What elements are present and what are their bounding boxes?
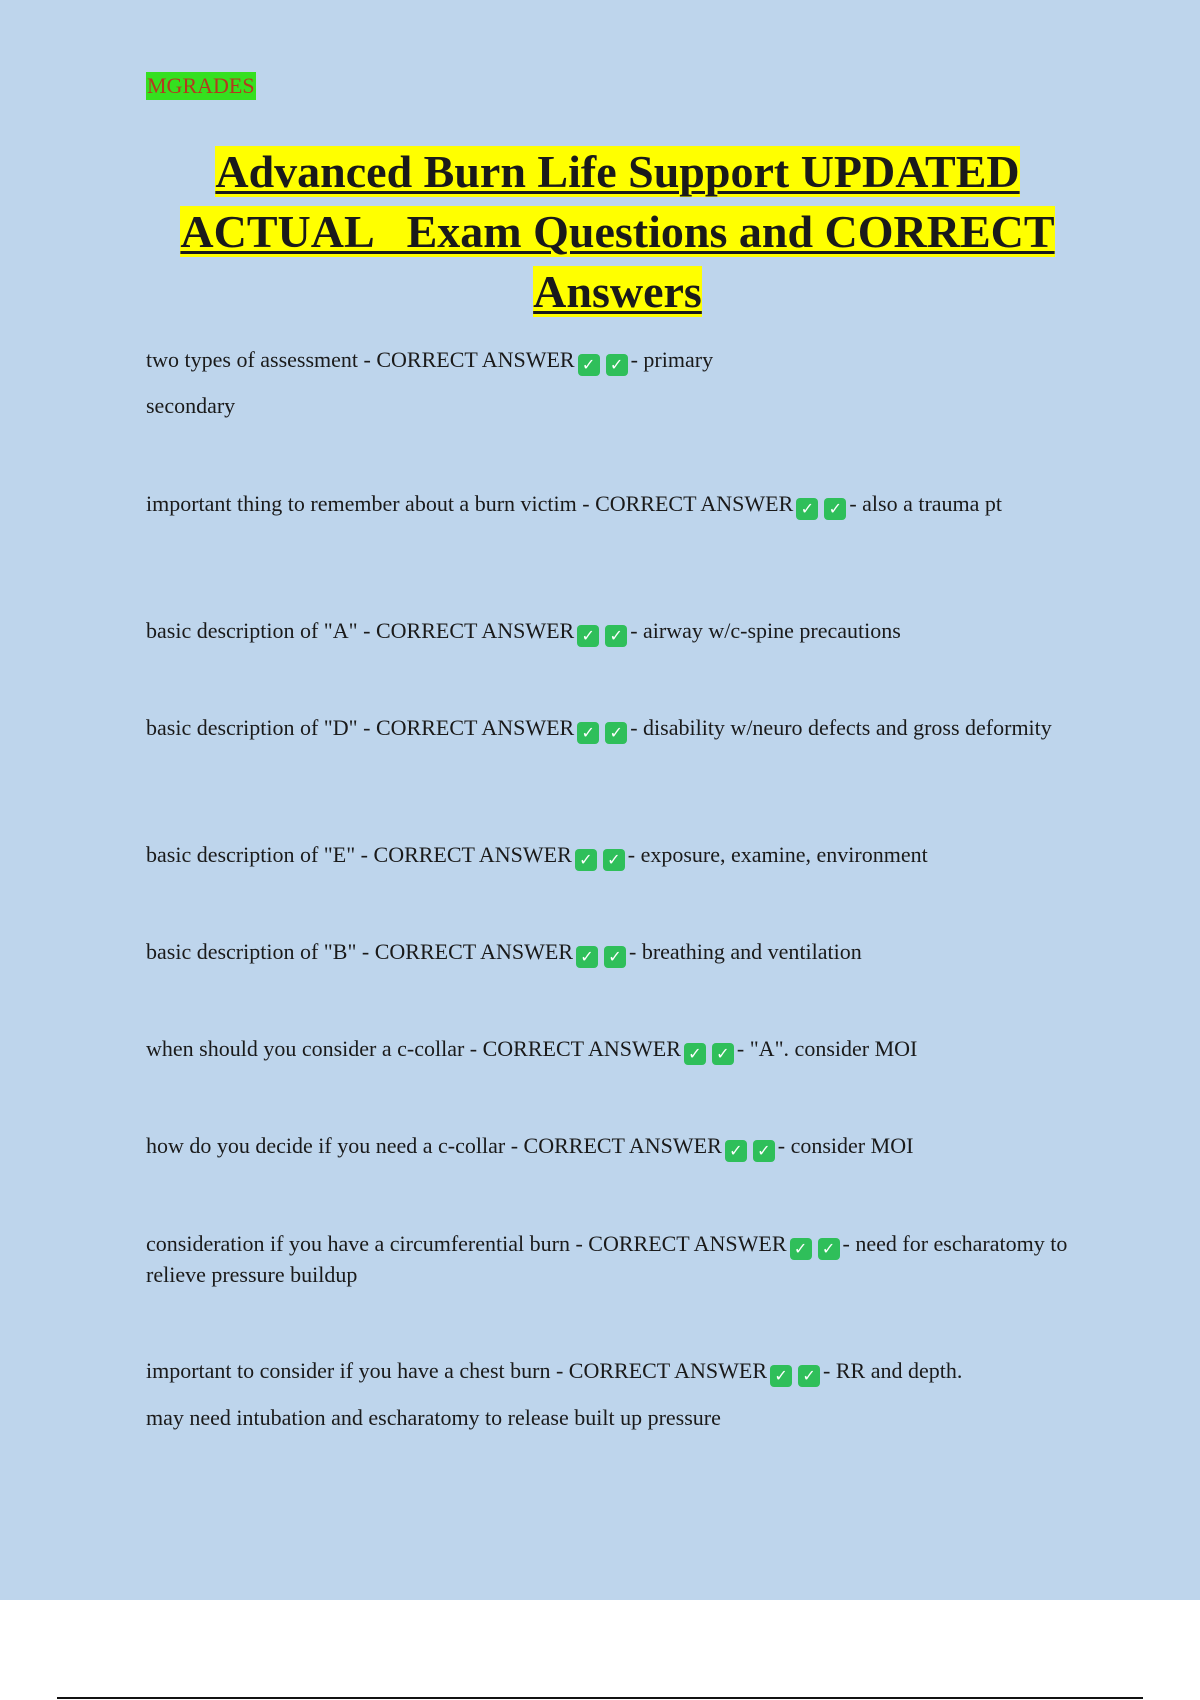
- check-box-icon: ✓: [605, 625, 627, 647]
- check-box-icon: ✓: [770, 1365, 792, 1387]
- check-box-icon: ✓: [575, 849, 597, 871]
- correct-answer-label: CORRECT ANSWER: [375, 618, 575, 643]
- check-box-icon: ✓: [577, 625, 599, 647]
- check-box-icon: ✓: [606, 354, 628, 376]
- question-text: consideration if you have a circumferential burn -: [146, 1231, 589, 1256]
- question-text: when should you consider a c-collar -: [146, 1036, 483, 1061]
- answer-text: - exposure, examine, environment: [627, 842, 928, 867]
- answer-text: - breathing and ventilation: [629, 939, 862, 964]
- check-box-icon: ✓: [577, 722, 599, 744]
- correct-answer-label: CORRECT ANSWER: [373, 842, 572, 867]
- check-box-icon: ✓: [824, 498, 846, 520]
- check-box-icon: ✓: [576, 946, 598, 968]
- correct-answer-label: CORRECT ANSWER: [374, 939, 573, 964]
- check-box-icon: ✓: [790, 1238, 812, 1260]
- answer-continuation: secondary: [146, 393, 236, 418]
- qa-item: [146, 345, 1076, 376]
- correct-answer-label: CORRECT ANSWER: [376, 347, 575, 372]
- check-box-icon: ✓: [603, 849, 625, 871]
- qa-item: [146, 1131, 1076, 1162]
- question-text: important to consider if you have a chest burn -: [146, 1358, 569, 1383]
- qa-item: [146, 840, 1076, 871]
- answer-continuation: may need intubation and escharatomy to release built up pressure: [146, 1405, 721, 1430]
- check-box-icon: ✓: [798, 1365, 820, 1387]
- correct-answer-label: CORRECT ANSWER: [375, 715, 575, 740]
- qa-item: [146, 489, 1076, 520]
- check-box-icon: ✓: [605, 722, 627, 744]
- qa-item: [146, 1229, 1076, 1290]
- answer-text: - airway w/c-spine precautions: [630, 618, 901, 643]
- check-box-icon: ✓: [604, 946, 626, 968]
- answer-text: - RR and depth.: [823, 1358, 963, 1383]
- correct-answer-label: CORRECT ANSWER: [568, 1358, 768, 1383]
- brand-watermark: MGRADES: [147, 73, 255, 98]
- question-text: basic description of "E" -: [146, 842, 374, 867]
- qa-item: [146, 616, 1076, 647]
- question-text: basic description of "D" -: [146, 715, 376, 740]
- title-line-1: Advanced Burn Life Support UPDATED: [215, 146, 1020, 197]
- answer-text: - also a trauma pt: [849, 491, 1003, 516]
- check-box-icon: ✓: [753, 1140, 775, 1162]
- answer-text: - "A". consider MOI: [736, 1036, 918, 1061]
- title-line-3: Answers: [533, 266, 702, 317]
- correct-answer-label: CORRECT ANSWER: [482, 1036, 681, 1061]
- qa-item: [146, 1356, 1076, 1387]
- question-text: basic description of "B" -: [146, 939, 375, 964]
- check-box-icon: ✓: [818, 1238, 840, 1260]
- correct-answer-label: CORRECT ANSWER: [523, 1133, 722, 1158]
- qa-item: [146, 713, 1076, 744]
- check-box-icon: ✓: [796, 498, 818, 520]
- question-text: how do you decide if you need a c-collar -: [146, 1133, 524, 1158]
- question-text: two types of assessment -: [146, 347, 377, 372]
- question-text: basic description of "A" -: [146, 618, 376, 643]
- answer-text: - consider MOI: [777, 1133, 914, 1158]
- check-box-icon: ✓: [684, 1043, 706, 1065]
- answer-text: - need for escharatomy to relieve pressure buildup: [146, 1231, 1068, 1287]
- title-line-2: ACTUAL Exam Questions and CORRECT: [180, 206, 1055, 257]
- correct-answer-label: CORRECT ANSWER: [588, 1231, 787, 1256]
- footer-divider: [57, 1697, 1143, 1699]
- check-box-icon: ✓: [578, 354, 600, 376]
- qa-item: [146, 1034, 1076, 1065]
- qa-item: [146, 937, 1076, 968]
- answer-text: - disability w/neuro defects and gross deformity: [630, 715, 1052, 740]
- check-box-icon: ✓: [725, 1140, 747, 1162]
- question-text: important thing to remember about a burn victim -: [146, 491, 596, 516]
- page-title: [130, 142, 1105, 322]
- check-box-icon: ✓: [712, 1043, 734, 1065]
- correct-answer-label: CORRECT ANSWER: [595, 491, 794, 516]
- answer-text: - primary: [630, 347, 714, 372]
